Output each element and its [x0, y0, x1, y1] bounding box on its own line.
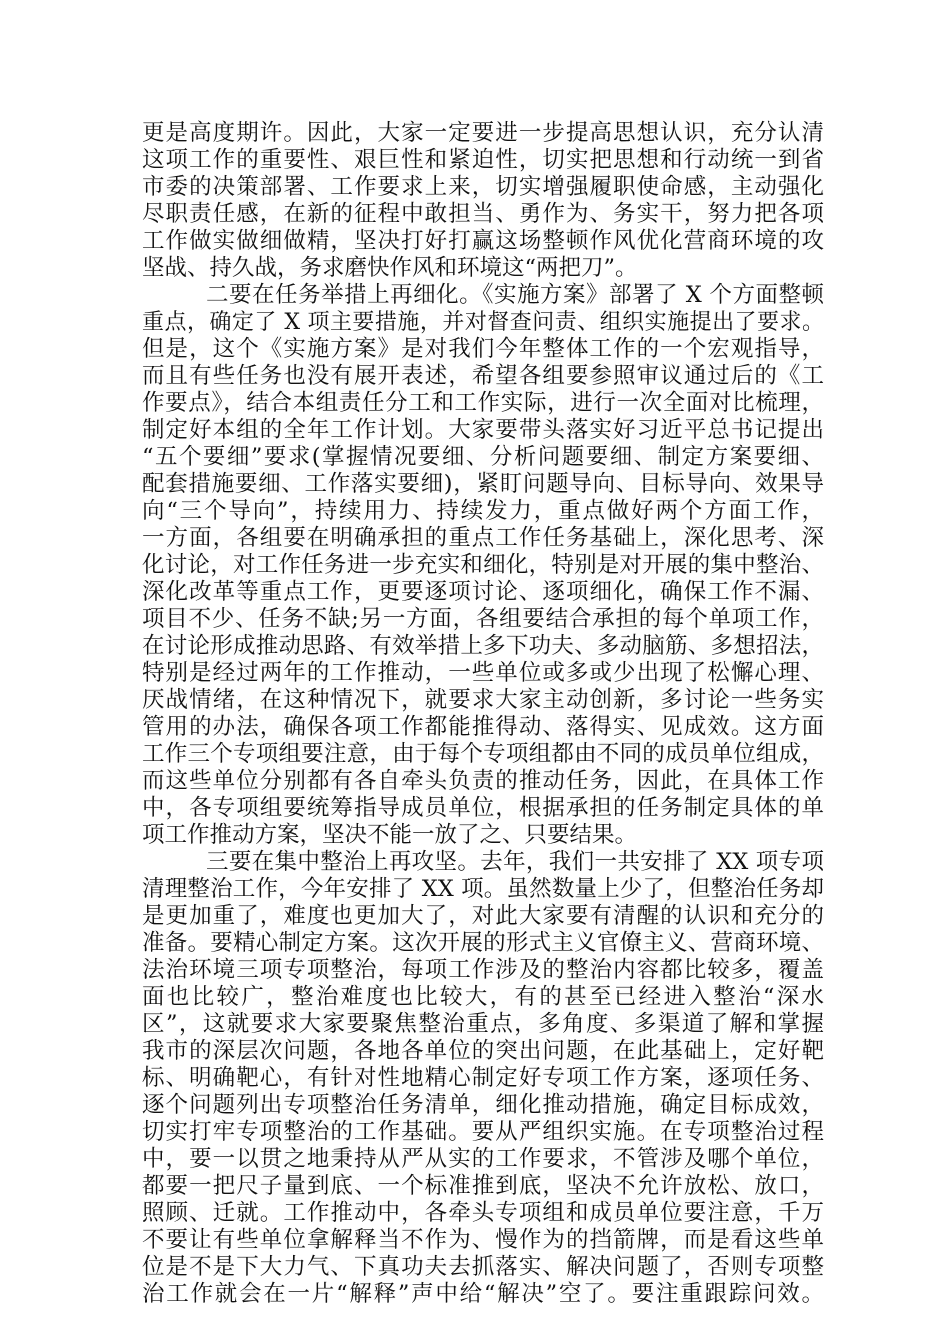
text-line: 中，各专项组要统筹指导成员单位，根据承担的任务制定具体的单: [142, 795, 824, 821]
text-line: 这项工作的重要性、艰巨性和紧迫性，切实把思想和行动统一到省: [142, 147, 824, 173]
text-line: 中，要一以贯之地秉持从严从实的工作要求，不管涉及哪个单位，: [142, 1146, 824, 1172]
text-line: 位是不是下大力气、下真功夫去抓落实、解决问题了，否则专项整: [142, 1254, 824, 1280]
text-line: 切实打牢专项整治的工作基础。要从严组织实施。在专项整治过程: [142, 1119, 824, 1145]
text-line: 管用的办法，确保各项工作都能推得动、落得实、见成效。这方面: [142, 714, 824, 740]
text-line: 我市的深层次问题，各地各单位的突出问题，在此基础上，定好靶: [142, 1038, 824, 1064]
text-line: 不要让有些单位拿解释当不作为、慢作为的挡箭牌，而是看这些单: [142, 1227, 824, 1253]
text-line: 都要一把尺子量到底、一个标准推到底，坚决不允许放松、放口，: [142, 1173, 824, 1199]
text-line: 特别是经过两年的工作推动，一些单位或多或少出现了松懈心理、: [142, 660, 824, 686]
text-line: 作要点》，结合本组责任分工和工作实际，进行一次全面对比梳理，: [142, 390, 824, 416]
text-line: 治工作就会在一片“解释”声中给“解决”空了。要注重跟踪问效。: [142, 1281, 824, 1307]
text-line: 逐个问题列出专项整治任务清单，细化推动措施，确定目标成效，: [142, 1092, 824, 1118]
text-line: 向“三个导向”，持续用力、持续发力，重点做好两个方面工作，: [142, 498, 824, 524]
text-line: 但是，这个《实施方案》是对我们今年整体工作的一个宏观指导，: [142, 336, 824, 362]
text-line: 是更加重了，难度也更加大了，对此大家要有清醒的认识和充分的: [142, 903, 824, 929]
text-line: 一方面，各组要在明确承担的重点工作任务基础上，深化思考、深: [142, 525, 824, 551]
body-text: [142, 120, 824, 1308]
text-line: 化讨论，对工作任务进一步充实和细化，特别是对开展的集中整治、: [142, 552, 824, 578]
text-line: 二要在任务举措上再细化。《实施方案》部署了 X 个方面整顿: [206, 282, 824, 308]
text-line: 区”，这就要求大家要聚焦整治重点，多角度、多渠道了解和掌握: [142, 1011, 824, 1037]
text-line: 清理整治工作，今年安排了 XX 项。虽然数量上少了，但整治任务却: [142, 876, 824, 902]
text-line: 坚战、持久战，务求磨快作风和环境这“两把刀”。: [142, 255, 638, 281]
text-line: 项目不少、任务不缺;另一方面，各组要结合承担的每个单项工作，: [142, 606, 824, 632]
text-line: 三要在集中整治上再攻坚。去年，我们一共安排了 XX 项专项: [206, 849, 824, 875]
text-line: 配套措施要细、工作落实要细)，紧盯问题导向、目标导向、效果导: [142, 471, 824, 497]
text-line: 而这些单位分别都有各自牵头负责的推动任务，因此，在具体工作: [142, 768, 824, 794]
text-line: 法治环境三项专项整治，每项工作涉及的整治内容都比较多，覆盖: [142, 957, 824, 983]
text-line: 尽职责任感，在新的征程中敢担当、勇作为、务实干，努力把各项: [142, 201, 824, 227]
text-line: 深化改革等重点工作，更要逐项讨论、逐项细化，确保工作不漏、: [142, 579, 824, 605]
text-line: 更是高度期许。因此，大家一定要进一步提高思想认识，充分认清: [142, 120, 824, 146]
text-line: 市委的决策部署、工作要求上来，切实增强履职使命感，主动强化: [142, 174, 824, 200]
text-line: 制定好本组的全年工作计划。大家要带头落实好习近平总书记提出: [142, 417, 824, 443]
text-line: 项工作推动方案，坚决不能一放了之、只要结果。: [142, 822, 638, 848]
text-line: 面也比较广，整治难度也比较大，有的甚至已经进入整治“深水: [142, 984, 824, 1010]
text-line: 厌战情绪，在这种情况下，就要求大家主动创新，多讨论一些务实: [142, 687, 824, 713]
text-line: “五个要细”要求(掌握情况要细、分析问题要细、制定方案要细、: [142, 444, 824, 470]
text-line: 在讨论形成推动思路、有效举措上多下功夫、多动脑筋、多想招法，: [142, 633, 824, 659]
text-line: 标、明确靶心，有针对性地精心制定好专项工作方案，逐项任务、: [142, 1065, 824, 1091]
text-line: 重点，确定了 X 项主要措施，并对督查问责、组织实施提出了要求。: [142, 310, 824, 335]
text-line: 准备。要精心制定方案。这次开展的形式主义官僚主义、营商环境、: [142, 930, 824, 956]
text-line: 工作做实做细做精，坚决打好打赢这场整顿作风优化营商环境的攻: [142, 228, 824, 254]
text-line: 照顾、迁就。工作推动中，各牵头专项组和成员单位要注意，千万: [142, 1200, 824, 1226]
text-line: 而且有些任务也没有展开表述，希望各组要参照审议通过后的《工: [142, 363, 824, 389]
text-line: 工作三个专项组要注意，由于每个专项组都由不同的成员单位组成，: [142, 741, 824, 767]
